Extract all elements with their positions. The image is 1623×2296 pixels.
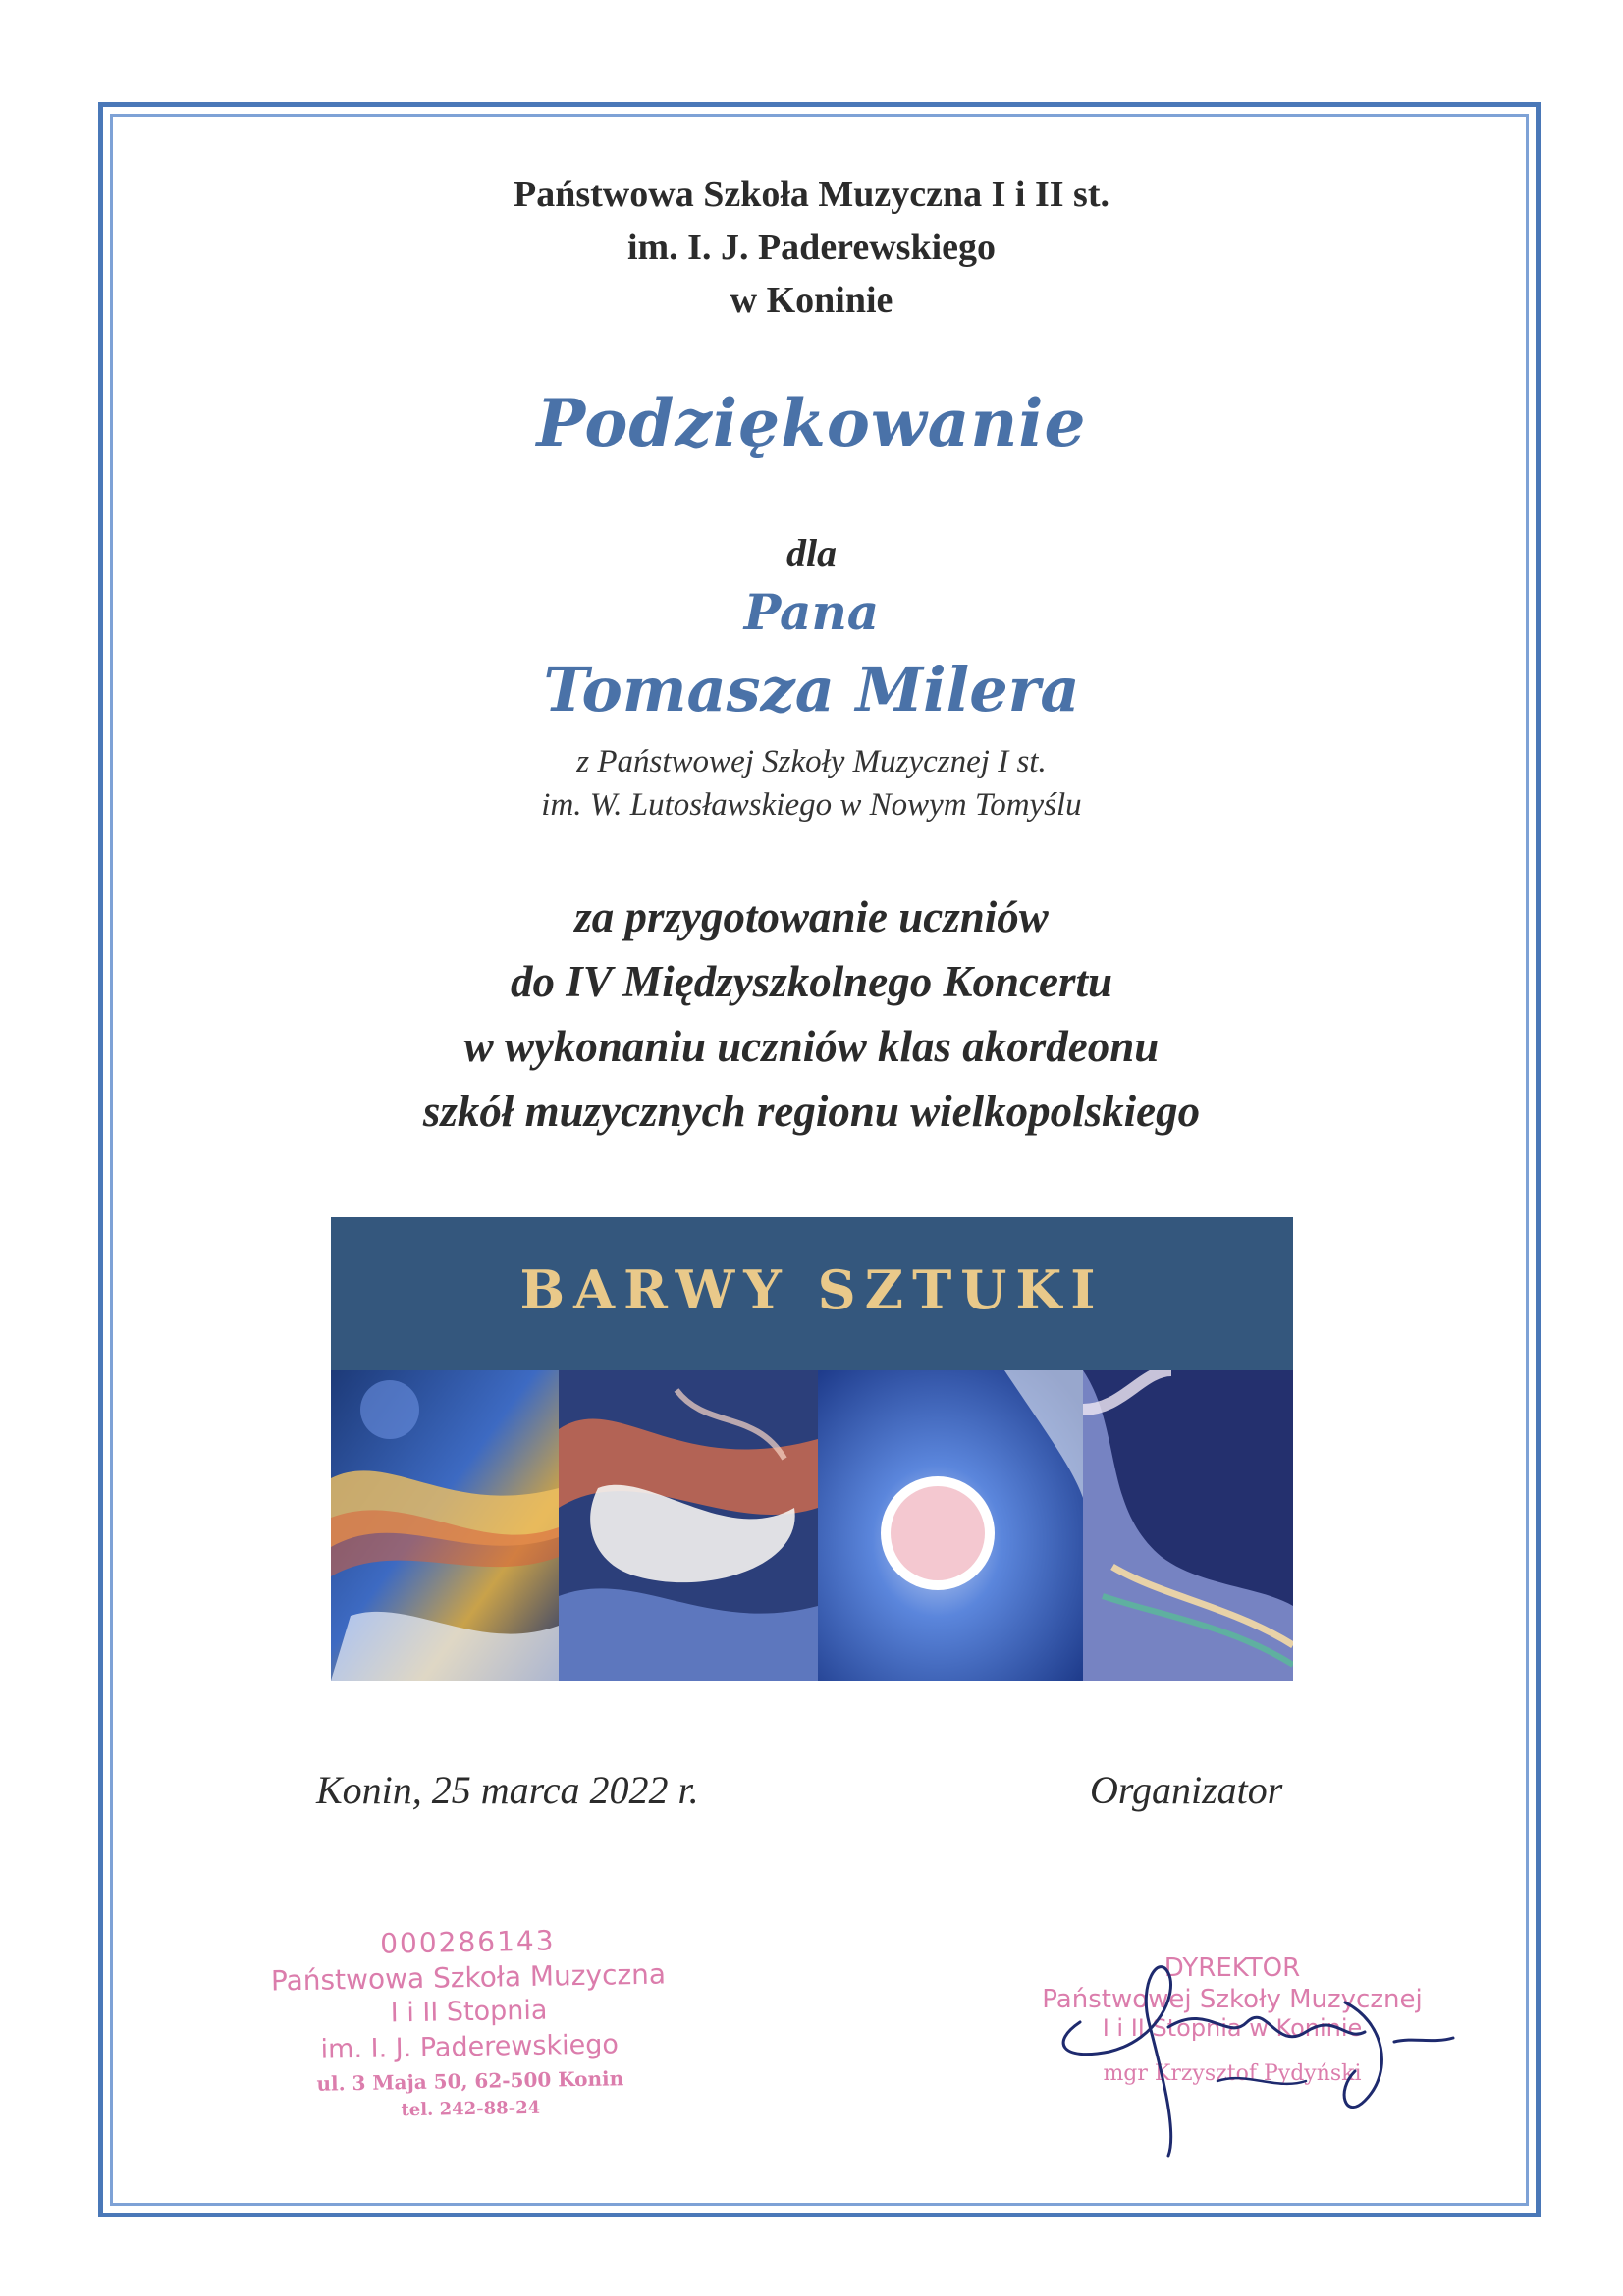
stamp-number: 000286143: [379, 1924, 556, 1960]
art-panel-1: [331, 1370, 559, 1681]
place-and-date: Konin, 25 marca 2022 r.: [316, 1768, 699, 1812]
school-name-line-1: Państwowa Szkoła Muzyczna I i II st.: [514, 174, 1109, 215]
document-title: Podziękowanie: [536, 385, 1087, 461]
stamp-line-4: ul. 3 Maja 50, 62-500 Konin: [316, 2066, 624, 2096]
director-stamp-line-1: DYREKTOR: [1163, 1953, 1301, 1983]
school-name-line-2: im. I. J. Paderewskiego: [626, 227, 997, 268]
recipient-school-line-1: z Państwowej Szkoły Muzycznej I st.: [576, 744, 1047, 779]
recipient-preposition: dla: [785, 531, 838, 575]
director-stamp-line-2: Państwowej Szkoły Muzycznej: [1042, 1985, 1423, 2014]
stamp-line-5: tel. 242-88-24: [401, 2097, 541, 2121]
event-banner: [331, 1217, 1293, 1681]
reason-line-1: za przygotowanie uczniów: [574, 892, 1049, 941]
recipient-school-line-2: im. W. Lutosławskiego w Nowym Tomyślu: [541, 787, 1082, 823]
school-name-line-3: w Koninie: [730, 280, 893, 321]
organizer-label: Organizator: [1090, 1768, 1283, 1812]
reason-line-3: w wykonaniu uczniów klas akordeonu: [463, 1022, 1160, 1071]
art-panel-3: [818, 1370, 1083, 1681]
banner-title: BARWY SZTUKI: [519, 1258, 1105, 1321]
school-stamp: [261, 1922, 677, 2145]
director-stamp-line-4: mgr Krzysztof Pydyński: [1103, 2061, 1362, 2086]
art-panel-4: [1083, 1370, 1293, 1681]
recipient-name: Tomasza Milera: [543, 654, 1080, 725]
art-panel-2: [559, 1370, 818, 1681]
stamp-line-3: im. I. J. Paderewskiego: [320, 2029, 620, 2065]
reason-line-2: do IV Międzyszkolnego Koncertu: [511, 957, 1112, 1006]
director-signature: [1021, 1934, 1492, 2160]
director-stamp-line-3: I i II Stopnia w Koninie: [1102, 2014, 1363, 2042]
stamp-line-2: I i II Stopnia: [390, 1995, 548, 2029]
recipient-honorific: Pana: [743, 583, 880, 641]
stamp-line-1: Państwowa Szkoła Muzyczna: [270, 1957, 667, 1998]
reason-line-4: szkół muzycznych regionu wielkopolskiego: [422, 1087, 1201, 1136]
